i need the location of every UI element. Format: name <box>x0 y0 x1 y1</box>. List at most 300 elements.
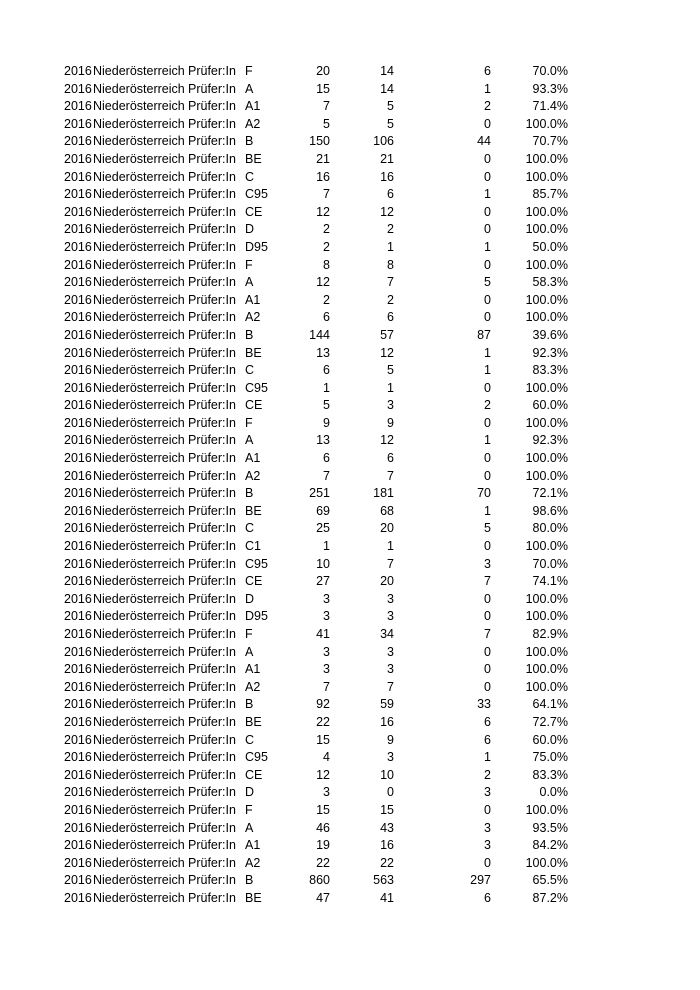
passed-cell: 7 <box>387 275 394 290</box>
region-cell: Niederösterreich <box>93 451 185 466</box>
license-class-cell: C95 <box>245 750 268 765</box>
table-row <box>0 169 700 187</box>
failed-cell: 0 <box>484 151 491 166</box>
failed-cell: 6 <box>484 732 491 747</box>
failed-cell: 0 <box>484 468 491 483</box>
examiner-cell: Prüfer:In <box>188 204 236 219</box>
failed-cell: 3 <box>484 838 491 853</box>
passed-cell: 16 <box>380 169 394 184</box>
license-class-cell: A2 <box>245 468 261 483</box>
failed-cell: 1 <box>484 363 491 378</box>
license-class-cell: A <box>245 81 254 96</box>
table-row <box>0 890 700 908</box>
region-cell: Niederösterreich <box>93 890 185 905</box>
license-class-cell: A2 <box>245 116 261 131</box>
table-row <box>0 415 700 433</box>
pass-rate-cell: 100.0% <box>525 468 568 483</box>
year-cell: 2016 <box>64 890 92 905</box>
license-class-cell: F <box>245 257 253 272</box>
examiner-cell: Prüfer:In <box>188 345 236 360</box>
passed-cell: 3 <box>387 609 394 624</box>
license-class-cell: D95 <box>245 609 268 624</box>
year-cell: 2016 <box>64 187 92 202</box>
license-class-cell: CE <box>245 204 263 219</box>
table-row <box>0 221 700 239</box>
year-cell: 2016 <box>64 697 92 712</box>
examiner-cell: Prüfer:In <box>188 327 236 342</box>
failed-cell: 3 <box>484 556 491 571</box>
region-cell: Niederösterreich <box>93 679 185 694</box>
table-row <box>0 503 700 521</box>
table-row <box>0 239 700 257</box>
passed-cell: 41 <box>380 890 394 905</box>
table-row <box>0 626 700 644</box>
pass-rate-cell: 100.0% <box>525 169 568 184</box>
total-cell: 3 <box>323 644 330 659</box>
failed-cell: 1 <box>484 750 491 765</box>
license-class-cell: D <box>245 222 255 237</box>
pass-rate-cell: 65.5% <box>532 873 568 888</box>
license-class-cell: F <box>245 802 253 817</box>
year-cell: 2016 <box>64 838 92 853</box>
examiner-cell: Prüfer:In <box>188 591 236 606</box>
examiner-cell: Prüfer:In <box>188 451 236 466</box>
failed-cell: 5 <box>484 521 491 536</box>
pass-rate-cell: 80.0% <box>532 521 568 536</box>
license-class-cell: F <box>245 415 253 430</box>
pass-rate-cell: 74.1% <box>532 574 568 589</box>
region-cell: Niederösterreich <box>93 380 185 395</box>
region-cell: Niederösterreich <box>93 820 185 835</box>
failed-cell: 2 <box>484 99 491 114</box>
table-row <box>0 468 700 486</box>
examiner-cell: Prüfer:In <box>188 64 236 78</box>
passed-cell: 9 <box>387 415 394 430</box>
region-cell: Niederösterreich <box>93 310 185 325</box>
license-class-cell: A1 <box>245 662 261 677</box>
region-cell: Niederösterreich <box>93 415 185 430</box>
total-cell: 25 <box>316 521 330 536</box>
table-row <box>0 63 700 81</box>
examiner-cell: Prüfer:In <box>188 732 236 747</box>
total-cell: 47 <box>316 890 330 905</box>
pass-rate-cell: 100.0% <box>525 855 568 870</box>
examiner-cell: Prüfer:In <box>188 644 236 659</box>
table-row <box>0 345 700 363</box>
year-cell: 2016 <box>64 398 92 413</box>
year-cell: 2016 <box>64 486 92 501</box>
year-cell: 2016 <box>64 327 92 342</box>
passed-cell: 43 <box>380 820 394 835</box>
pass-rate-cell: 50.0% <box>532 239 568 254</box>
failed-cell: 297 <box>470 873 491 888</box>
table-row <box>0 274 700 292</box>
total-cell: 150 <box>309 134 330 149</box>
pass-rate-cell: 100.0% <box>525 644 568 659</box>
passed-cell: 2 <box>387 222 394 237</box>
license-class-cell: BE <box>245 151 262 166</box>
examiner-cell: Prüfer:In <box>188 310 236 325</box>
passed-cell: 9 <box>387 732 394 747</box>
table-row <box>0 802 700 820</box>
data-table <box>0 63 700 908</box>
failed-cell: 1 <box>484 239 491 254</box>
license-class-cell: A <box>245 820 254 835</box>
pass-rate-cell: 72.1% <box>532 486 568 501</box>
year-cell: 2016 <box>64 292 92 307</box>
table-row <box>0 820 700 838</box>
passed-cell: 1 <box>387 539 394 554</box>
failed-cell: 0 <box>484 380 491 395</box>
passed-cell: 181 <box>373 486 394 501</box>
examiner-cell: Prüfer:In <box>188 151 236 166</box>
total-cell: 2 <box>323 239 330 254</box>
failed-cell: 0 <box>484 451 491 466</box>
passed-cell: 3 <box>387 662 394 677</box>
year-cell: 2016 <box>64 662 92 677</box>
year-cell: 2016 <box>64 574 92 589</box>
year-cell: 2016 <box>64 591 92 606</box>
examiner-cell: Prüfer:In <box>188 556 236 571</box>
failed-cell: 0 <box>484 257 491 272</box>
license-class-cell: A <box>245 644 254 659</box>
total-cell: 13 <box>316 345 330 360</box>
year-cell: 2016 <box>64 99 92 114</box>
year-cell: 2016 <box>64 521 92 536</box>
passed-cell: 14 <box>380 64 394 78</box>
passed-cell: 3 <box>387 644 394 659</box>
year-cell: 2016 <box>64 239 92 254</box>
total-cell: 15 <box>316 732 330 747</box>
license-class-cell: C <box>245 363 255 378</box>
passed-cell: 563 <box>373 873 394 888</box>
table-row <box>0 257 700 275</box>
region-cell: Niederösterreich <box>93 750 185 765</box>
table-row <box>0 644 700 662</box>
region-cell: Niederösterreich <box>93 239 185 254</box>
license-class-cell: BE <box>245 503 262 518</box>
table-row <box>0 380 700 398</box>
year-cell: 2016 <box>64 380 92 395</box>
failed-cell: 0 <box>484 310 491 325</box>
license-class-cell: BE <box>245 345 262 360</box>
pass-rate-cell: 58.3% <box>532 275 568 290</box>
examiner-cell: Prüfer:In <box>188 239 236 254</box>
year-cell: 2016 <box>64 451 92 466</box>
license-class-cell: A1 <box>245 838 261 853</box>
examiner-cell: Prüfer:In <box>188 750 236 765</box>
pass-rate-cell: 100.0% <box>525 116 568 131</box>
license-class-cell: B <box>245 327 254 342</box>
pass-rate-cell: 100.0% <box>525 380 568 395</box>
examiner-cell: Prüfer:In <box>188 838 236 853</box>
passed-cell: 16 <box>380 838 394 853</box>
passed-cell: 22 <box>380 855 394 870</box>
region-cell: Niederösterreich <box>93 574 185 589</box>
failed-cell: 1 <box>484 433 491 448</box>
examiner-cell: Prüfer:In <box>188 802 236 817</box>
passed-cell: 7 <box>387 556 394 571</box>
passed-cell: 6 <box>387 187 394 202</box>
pass-rate-cell: 85.7% <box>532 187 568 202</box>
total-cell: 16 <box>316 169 330 184</box>
region-cell: Niederösterreich <box>93 257 185 272</box>
total-cell: 20 <box>316 64 330 78</box>
total-cell: 13 <box>316 433 330 448</box>
examiner-cell: Prüfer:In <box>188 222 236 237</box>
pass-rate-cell: 87.2% <box>532 890 568 905</box>
license-class-cell: A <box>245 275 254 290</box>
table-row <box>0 520 700 538</box>
year-cell: 2016 <box>64 627 92 641</box>
passed-cell: 6 <box>387 310 394 325</box>
failed-cell: 1 <box>484 345 491 360</box>
year-cell: 2016 <box>64 644 92 659</box>
region-cell: Niederösterreich <box>93 468 185 483</box>
region-cell: Niederösterreich <box>93 627 185 641</box>
total-cell: 3 <box>323 662 330 677</box>
examiner-cell: Prüfer:In <box>188 468 236 483</box>
total-cell: 4 <box>323 750 330 765</box>
total-cell: 1 <box>323 380 330 395</box>
table-row <box>0 186 700 204</box>
table-row <box>0 679 700 697</box>
region-cell: Niederösterreich <box>93 169 185 184</box>
pass-rate-cell: 70.0% <box>532 64 568 78</box>
license-class-cell: C95 <box>245 380 268 395</box>
pass-rate-cell: 100.0% <box>525 257 568 272</box>
passed-cell: 0 <box>387 785 394 800</box>
license-class-cell: C <box>245 521 255 536</box>
pass-rate-cell: 70.0% <box>532 556 568 571</box>
failed-cell: 0 <box>484 539 491 554</box>
pass-rate-cell: 75.0% <box>532 750 568 765</box>
failed-cell: 2 <box>484 398 491 413</box>
failed-cell: 0 <box>484 662 491 677</box>
total-cell: 860 <box>309 873 330 888</box>
examiner-cell: Prüfer:In <box>188 292 236 307</box>
passed-cell: 57 <box>380 327 394 342</box>
table-row <box>0 837 700 855</box>
license-class-cell: F <box>245 64 253 78</box>
year-cell: 2016 <box>64 257 92 272</box>
failed-cell: 6 <box>484 64 491 78</box>
total-cell: 6 <box>323 310 330 325</box>
table-row <box>0 116 700 134</box>
license-class-cell: F <box>245 627 253 641</box>
region-cell: Niederösterreich <box>93 662 185 677</box>
total-cell: 27 <box>316 574 330 589</box>
total-cell: 15 <box>316 802 330 817</box>
failed-cell: 44 <box>477 134 491 149</box>
license-class-cell: D95 <box>245 239 268 254</box>
total-cell: 7 <box>323 468 330 483</box>
region-cell: Niederösterreich <box>93 398 185 413</box>
total-cell: 15 <box>316 81 330 96</box>
year-cell: 2016 <box>64 873 92 888</box>
region-cell: Niederösterreich <box>93 785 185 800</box>
passed-cell: 14 <box>380 81 394 96</box>
failed-cell: 5 <box>484 275 491 290</box>
region-cell: Niederösterreich <box>93 503 185 518</box>
region-cell: Niederösterreich <box>93 64 185 78</box>
table-row <box>0 608 700 626</box>
pass-rate-cell: 82.9% <box>532 627 568 641</box>
examiner-cell: Prüfer:In <box>188 697 236 712</box>
year-cell: 2016 <box>64 345 92 360</box>
pass-rate-cell: 100.0% <box>525 591 568 606</box>
year-cell: 2016 <box>64 679 92 694</box>
examiner-cell: Prüfer:In <box>188 99 236 114</box>
year-cell: 2016 <box>64 714 92 729</box>
total-cell: 6 <box>323 451 330 466</box>
failed-cell: 0 <box>484 802 491 817</box>
pass-rate-cell: 72.7% <box>532 714 568 729</box>
year-cell: 2016 <box>64 468 92 483</box>
examiner-cell: Prüfer:In <box>188 503 236 518</box>
passed-cell: 1 <box>387 239 394 254</box>
pass-rate-cell: 100.0% <box>525 609 568 624</box>
table-row <box>0 397 700 415</box>
pass-rate-cell: 92.3% <box>532 345 568 360</box>
year-cell: 2016 <box>64 116 92 131</box>
license-class-cell: A <box>245 433 254 448</box>
license-class-cell: BE <box>245 890 262 905</box>
passed-cell: 12 <box>380 433 394 448</box>
passed-cell: 34 <box>380 627 394 641</box>
table-row <box>0 749 700 767</box>
examiner-cell: Prüfer:In <box>188 81 236 96</box>
total-cell: 19 <box>316 838 330 853</box>
region-cell: Niederösterreich <box>93 697 185 712</box>
passed-cell: 12 <box>380 204 394 219</box>
passed-cell: 7 <box>387 679 394 694</box>
year-cell: 2016 <box>64 750 92 765</box>
passed-cell: 3 <box>387 398 394 413</box>
pass-rate-cell: 100.0% <box>525 679 568 694</box>
examiner-cell: Prüfer:In <box>188 609 236 624</box>
passed-cell: 16 <box>380 714 394 729</box>
region-cell: Niederösterreich <box>93 151 185 166</box>
total-cell: 5 <box>323 398 330 413</box>
total-cell: 12 <box>316 767 330 782</box>
total-cell: 12 <box>316 204 330 219</box>
examiner-cell: Prüfer:In <box>188 187 236 202</box>
table-row <box>0 661 700 679</box>
year-cell: 2016 <box>64 64 92 78</box>
total-cell: 10 <box>316 556 330 571</box>
table-row <box>0 151 700 169</box>
passed-cell: 21 <box>380 151 394 166</box>
failed-cell: 1 <box>484 503 491 518</box>
failed-cell: 0 <box>484 415 491 430</box>
pass-rate-cell: 83.3% <box>532 363 568 378</box>
year-cell: 2016 <box>64 820 92 835</box>
total-cell: 92 <box>316 697 330 712</box>
failed-cell: 7 <box>484 627 491 641</box>
passed-cell: 12 <box>380 345 394 360</box>
total-cell: 12 <box>316 275 330 290</box>
passed-cell: 20 <box>380 574 394 589</box>
region-cell: Niederösterreich <box>93 556 185 571</box>
license-class-cell: B <box>245 873 254 888</box>
examiner-cell: Prüfer:In <box>188 767 236 782</box>
year-cell: 2016 <box>64 134 92 149</box>
total-cell: 3 <box>323 785 330 800</box>
pass-rate-cell: 100.0% <box>525 204 568 219</box>
pass-rate-cell: 100.0% <box>525 151 568 166</box>
examiner-cell: Prüfer:In <box>188 521 236 536</box>
pass-rate-cell: 98.6% <box>532 503 568 518</box>
region-cell: Niederösterreich <box>93 521 185 536</box>
license-class-cell: D <box>245 785 255 800</box>
region-cell: Niederösterreich <box>93 433 185 448</box>
pass-rate-cell: 100.0% <box>525 539 568 554</box>
failed-cell: 1 <box>484 81 491 96</box>
table-row <box>0 432 700 450</box>
table-row <box>0 98 700 116</box>
license-class-cell: A1 <box>245 292 261 307</box>
examiner-cell: Prüfer:In <box>188 380 236 395</box>
examiner-cell: Prüfer:In <box>188 890 236 905</box>
failed-cell: 0 <box>484 116 491 131</box>
examiner-cell: Prüfer:In <box>188 627 236 641</box>
year-cell: 2016 <box>64 855 92 870</box>
total-cell: 5 <box>323 116 330 131</box>
examiner-cell: Prüfer:In <box>188 275 236 290</box>
examiner-cell: Prüfer:In <box>188 574 236 589</box>
region-cell: Niederösterreich <box>93 855 185 870</box>
table-row <box>0 362 700 380</box>
examiner-cell: Prüfer:In <box>188 486 236 501</box>
year-cell: 2016 <box>64 609 92 624</box>
failed-cell: 0 <box>484 855 491 870</box>
failed-cell: 87 <box>477 327 491 342</box>
license-class-cell: BE <box>245 714 262 729</box>
examiner-cell: Prüfer:In <box>188 855 236 870</box>
year-cell: 2016 <box>64 415 92 430</box>
table-row <box>0 81 700 99</box>
region-cell: Niederösterreich <box>93 327 185 342</box>
region-cell: Niederösterreich <box>93 591 185 606</box>
pass-rate-cell: 100.0% <box>525 310 568 325</box>
total-cell: 21 <box>316 151 330 166</box>
region-cell: Niederösterreich <box>93 767 185 782</box>
license-class-cell: B <box>245 486 254 501</box>
license-class-cell: B <box>245 697 254 712</box>
examiner-cell: Prüfer:In <box>188 785 236 800</box>
pass-rate-cell: 93.5% <box>532 820 568 835</box>
license-class-cell: C <box>245 169 255 184</box>
total-cell: 144 <box>309 327 330 342</box>
region-cell: Niederösterreich <box>93 81 185 96</box>
region-cell: Niederösterreich <box>93 539 185 554</box>
pass-rate-cell: 39.6% <box>532 327 568 342</box>
table-row <box>0 485 700 503</box>
license-class-cell: A2 <box>245 679 261 694</box>
year-cell: 2016 <box>64 556 92 571</box>
region-cell: Niederösterreich <box>93 275 185 290</box>
passed-cell: 59 <box>380 697 394 712</box>
total-cell: 7 <box>323 187 330 202</box>
passed-cell: 15 <box>380 802 394 817</box>
examiner-cell: Prüfer:In <box>188 679 236 694</box>
region-cell: Niederösterreich <box>93 644 185 659</box>
failed-cell: 0 <box>484 679 491 694</box>
year-cell: 2016 <box>64 275 92 290</box>
failed-cell: 0 <box>484 204 491 219</box>
total-cell: 2 <box>323 292 330 307</box>
